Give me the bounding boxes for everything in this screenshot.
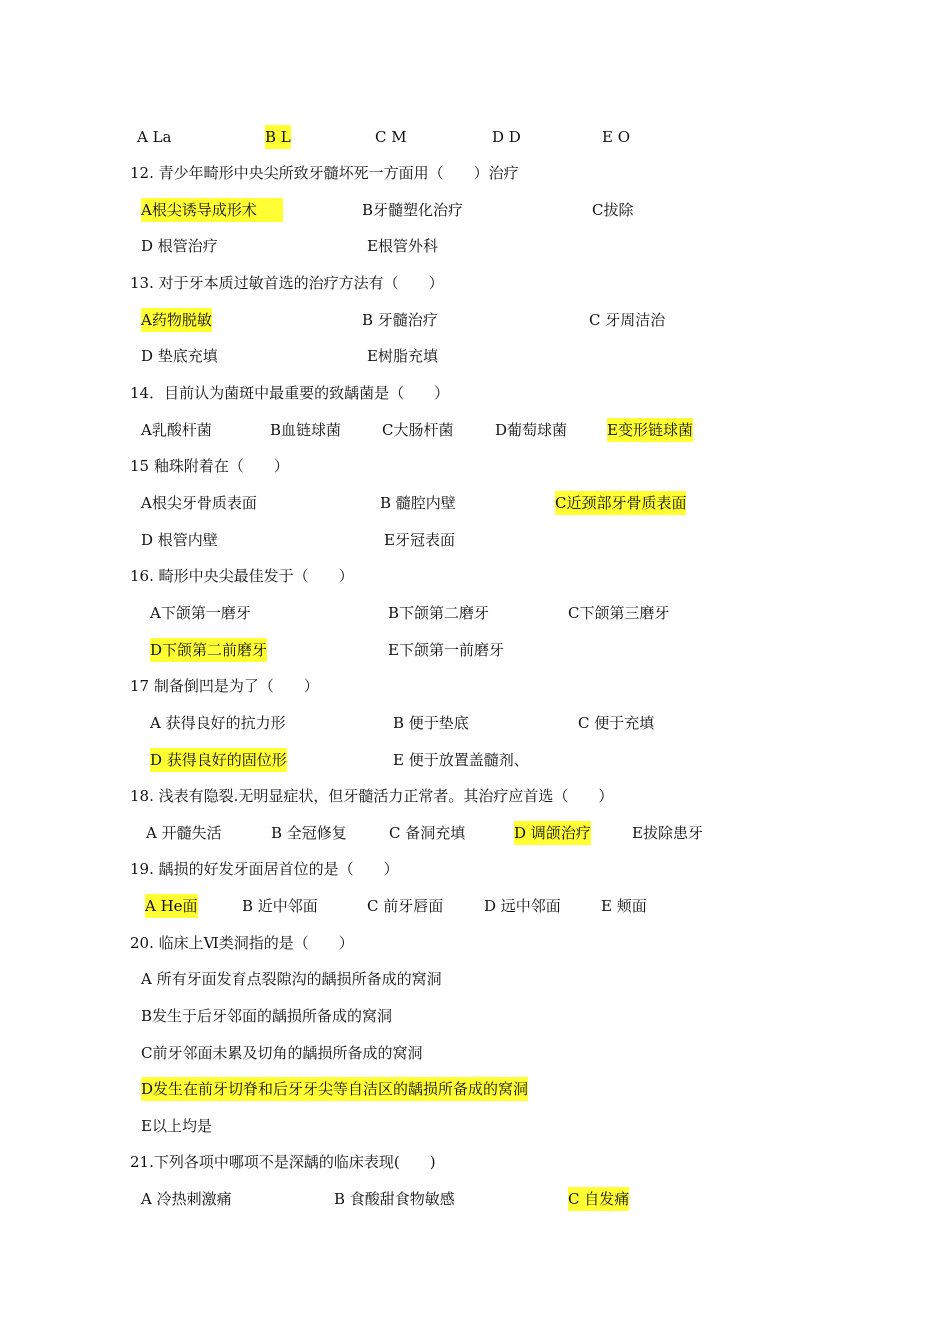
option-b: B 便于垫底 [393,714,469,732]
option-c: C大肠杆菌 [382,421,454,439]
q21-options-row [0,1187,950,1211]
q16-options-row-1 [0,601,950,625]
q17-stem: 17 制备倒凹是为了（ ） [130,677,319,695]
option-d: D 垫底充填 [141,347,218,365]
option-a: A乳酸杆菌 [141,421,212,439]
option-c: C 前牙唇面 [367,897,444,915]
q12-options-row-2 [0,234,950,258]
option-d: D 根管治疗 [141,237,218,255]
q13-options-row-1 [0,308,950,332]
q20-option-e-row [0,1114,950,1138]
option-c: C 牙周洁治 [589,311,666,329]
option-e: E 颊面 [601,897,647,915]
option-e: E 便于放置盖髓剂、 [393,751,529,769]
option-c-correct: C 自发痛 [568,1187,629,1211]
q16-stem: 16. 畸形中央尖最佳发于（ ） [130,567,354,585]
option-a: A 获得良好的抗力形 [150,714,286,732]
option-a-correct: A药物脱敏 [141,308,212,332]
q15-stem: 15 釉珠附着在（ ） [130,457,289,475]
option-e: E O [602,128,631,146]
option-b: B 全冠修复 [271,824,347,842]
option-d-correct: D发生在前牙切脊和后牙牙尖等自洁区的龋损所备成的窝洞 [141,1077,528,1101]
option-d: D D [492,128,521,146]
q20-stem: 20. 临床上Ⅵ类洞指的是（ ） [130,934,354,952]
q20-option-b-row [0,1004,950,1028]
option-a-correct: A He面 [145,894,198,918]
option-b: B牙髓塑化治疗 [362,201,464,219]
q18-stem: 18. 浅表有隐裂.无明显症状，但牙髓活力正常者。其治疗应首选（ ） [130,787,614,805]
option-b-correct: B L [265,125,291,149]
option-c: C拔除 [592,201,634,219]
q11-options-row [0,125,950,149]
q12-options-row-1 [0,198,950,222]
option-e: E下颌第一前磨牙 [388,641,504,659]
option-e: E根管外科 [367,237,438,255]
q20-option-a-row [0,967,950,991]
option-a: A下颌第一磨牙 [150,604,251,622]
option-c-correct: C近颈部牙骨质表面 [555,491,686,515]
q17-options-row-1 [0,711,950,735]
q16-options-row-2 [0,638,950,662]
option-d: D 根管内壁 [141,531,218,549]
q20-option-c-row [0,1041,950,1065]
option-a: A根尖牙骨质表面 [141,494,257,512]
q19-options-row [0,894,950,918]
option-b: B发生于后牙邻面的龋损所备成的窝洞 [141,1007,393,1025]
q15-options-row-2 [0,528,950,552]
option-a-correct: A根尖诱导成形术 [141,198,283,222]
q14-options-row [0,418,950,442]
option-e: E拔除患牙 [632,824,703,842]
option-c: C 便于充填 [578,714,655,732]
option-b: B血链球菌 [270,421,342,439]
option-d-correct: D 调颌治疗 [514,821,591,845]
q15-options-row-1 [0,491,950,515]
q18-options-row [0,821,950,845]
q19-stem: 19. 龋损的好发牙面居首位的是（ ） [130,860,399,878]
option-d-correct: D下颌第二前磨牙 [150,638,267,662]
option-d: D 远中邻面 [484,897,561,915]
option-e-correct: E变形链球菌 [607,418,693,442]
q13-stem: 13. 对于牙本质过敏首选的治疗方法有（ ） [130,274,444,292]
option-a: A 所有牙面发育点裂隙沟的龋损所备成的窝洞 [141,970,442,988]
option-c: C下颌第三磨牙 [568,604,670,622]
q13-options-row-2 [0,344,950,368]
option-e: E以上均是 [141,1117,212,1135]
option-b: B 牙髓治疗 [362,311,438,329]
option-b: B 食酸甜食物敏感 [334,1190,455,1208]
option-e: E树脂充填 [367,347,438,365]
q21-stem: 21.下列各项中哪项不是深龋的临床表现( ) [130,1153,436,1171]
option-b: B 近中邻面 [242,897,318,915]
option-a: A La [137,128,172,146]
option-a: A 开髓失活 [146,824,222,842]
option-d-correct: D 获得良好的固位形 [150,748,287,772]
q14-stem: 14．目前认为菌斑中最重要的致龋菌是（ ） [130,384,450,402]
option-c: C M [375,128,407,146]
option-a: A 冷热刺激痛 [141,1190,232,1208]
q17-options-row-2 [0,748,950,772]
option-d: D葡萄球菌 [495,421,568,439]
option-c: C前牙邻面未累及切角的龋损所备成的窝洞 [141,1044,423,1062]
option-e: E牙冠表面 [384,531,455,549]
option-b: B 髓腔内壁 [380,494,456,512]
q20-option-d-row [0,1077,950,1101]
option-c: C 备洞充填 [389,824,466,842]
q12-stem: 12. 青少年畸形中央尖所致牙髓坏死一方面用（ ）治疗 [130,164,519,182]
option-b: B下颌第二磨牙 [388,604,490,622]
